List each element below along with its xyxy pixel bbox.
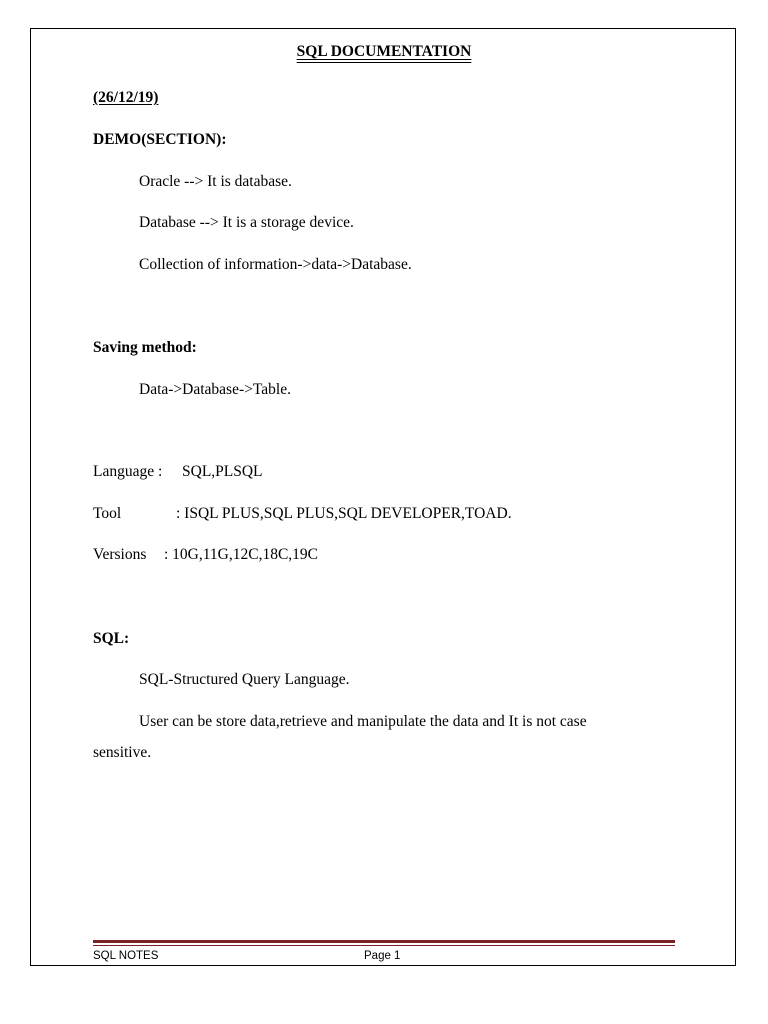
- sql-description-line2: sensitive.: [93, 744, 152, 761]
- footer-rule-thick: [93, 940, 675, 943]
- saving-method-heading: Saving method:: [93, 339, 197, 356]
- versions-label: Versions: [93, 546, 147, 563]
- sql-description-line1: User can be store data,retrieve and manipulate the data and It is not case: [139, 713, 587, 730]
- sql-heading: SQL:: [93, 630, 130, 647]
- demo-line-collection: Collection of information->data->Database.: [139, 256, 412, 273]
- page-title: SQL DOCUMENTATION: [296, 43, 472, 60]
- language-value: SQL,PLSQL: [182, 463, 263, 480]
- tool-value: : ISQL PLUS,SQL PLUS,SQL DEVELOPER,TOAD.: [176, 505, 512, 522]
- page-border: [30, 28, 736, 966]
- footer-page-number: Page 1: [364, 950, 401, 962]
- sql-definition: SQL-Structured Query Language.: [139, 671, 350, 688]
- versions-value: : 10G,11G,12C,18C,19C: [164, 546, 319, 563]
- footer-rule-thin: [93, 945, 675, 946]
- language-label: Language :: [93, 463, 163, 480]
- demo-line-oracle: Oracle --> It is database.: [139, 173, 292, 190]
- demo-line-database: Database --> It is a storage device.: [139, 214, 354, 231]
- document-date: (26/12/19): [93, 89, 159, 106]
- saving-method-line: Data->Database->Table.: [139, 381, 291, 398]
- tool-label: Tool: [93, 505, 122, 522]
- footer-left-text: SQL NOTES: [93, 950, 159, 962]
- demo-section-heading: DEMO(SECTION):: [93, 131, 227, 148]
